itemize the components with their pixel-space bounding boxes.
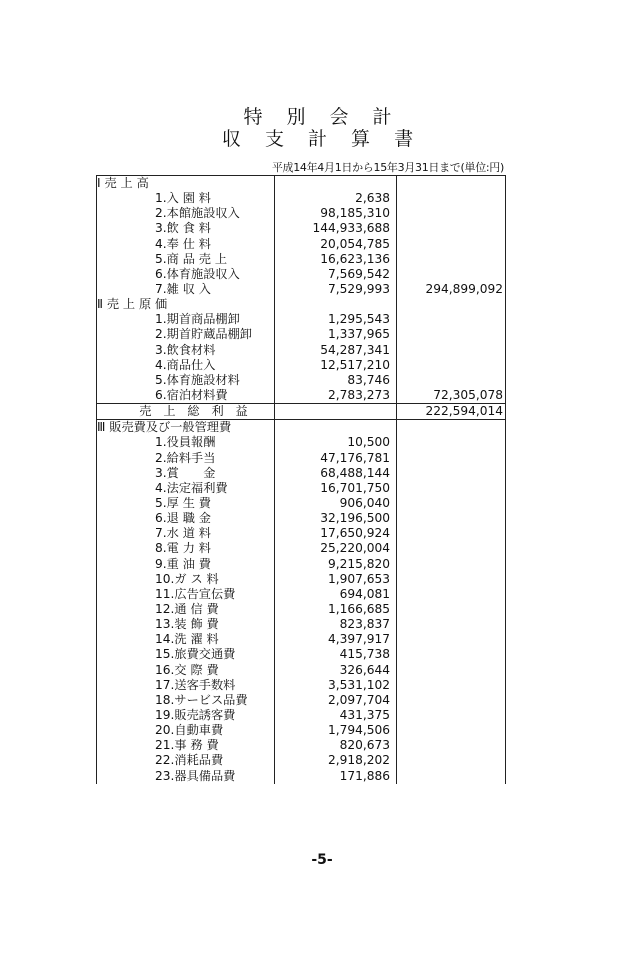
row-label: 21.事 務 費 [97, 738, 275, 753]
row-total [397, 176, 506, 192]
table-row [97, 738, 506, 753]
period-note: 平成14年4月1日から15年3月31日まで(単位:円) [271, 161, 504, 174]
row-total [397, 602, 506, 617]
table-row [97, 451, 506, 466]
row-amount: 820,673 [275, 738, 397, 753]
row-total [397, 723, 506, 738]
row-total [397, 738, 506, 753]
row-label: Ⅰ 売 上 高 [97, 176, 275, 192]
row-amount: 1,337,965 [275, 327, 397, 342]
row-amount [275, 176, 397, 192]
table-row [97, 252, 506, 267]
row-label: 6.宿泊材料費 [97, 388, 275, 404]
row-total [397, 572, 506, 587]
row-total [397, 327, 506, 342]
row-amount [275, 404, 397, 420]
table-row [97, 617, 506, 632]
row-label: 2.給料手当 [97, 451, 275, 466]
row-label: 4.商品仕入 [97, 358, 275, 373]
row-amount: 326,644 [275, 663, 397, 678]
table-row [97, 206, 506, 221]
row-total [397, 768, 506, 783]
table-row [97, 768, 506, 783]
row-amount: 2,638 [275, 191, 397, 206]
row-amount: 83,746 [275, 373, 397, 388]
table-row [97, 678, 506, 693]
row-label: 5.厚 生 費 [97, 496, 275, 511]
row-label: 19.販売誘客費 [97, 708, 275, 723]
row-amount: 17,650,924 [275, 526, 397, 541]
row-total [397, 358, 506, 373]
row-total [397, 297, 506, 312]
row-amount: 7,529,993 [275, 282, 397, 297]
row-amount: 4,397,917 [275, 632, 397, 647]
row-amount: 20,054,785 [275, 237, 397, 252]
row-amount: 1,166,685 [275, 602, 397, 617]
row-total [397, 708, 506, 723]
row-label: 16.交 際 費 [97, 663, 275, 678]
row-amount: 7,569,542 [275, 267, 397, 282]
statement-table [96, 175, 506, 784]
row-label: 9.重 油 費 [97, 557, 275, 572]
table-row [97, 388, 506, 404]
row-amount: 823,837 [275, 617, 397, 632]
table-row [97, 221, 506, 236]
row-label: 22.消耗品費 [97, 753, 275, 768]
row-total [397, 541, 506, 556]
section-row [97, 297, 506, 312]
table-row [97, 693, 506, 708]
row-amount: 25,220,004 [275, 541, 397, 556]
row-label: 12.通 信 費 [97, 602, 275, 617]
row-label: 7.雑 収 入 [97, 282, 275, 297]
row-total [397, 587, 506, 602]
row-amount: 2,783,273 [275, 388, 397, 404]
row-label: 8.電 力 料 [97, 541, 275, 556]
table-row [97, 572, 506, 587]
table-row [97, 753, 506, 768]
table-row [97, 191, 506, 206]
subtotal-row [97, 404, 506, 420]
row-amount: 1,295,543 [275, 312, 397, 327]
row-total [397, 420, 506, 436]
table-row [97, 237, 506, 252]
row-total [397, 753, 506, 768]
table-row [97, 663, 506, 678]
table-row [97, 511, 506, 526]
table-row [97, 435, 506, 450]
row-amount: 431,375 [275, 708, 397, 723]
row-total: 294,899,092 [397, 282, 506, 297]
row-total [397, 632, 506, 647]
row-total [397, 511, 506, 526]
table-row [97, 647, 506, 662]
row-total: 222,594,014 [397, 404, 506, 420]
section-row [97, 176, 506, 192]
table-row [97, 602, 506, 617]
row-amount: 3,531,102 [275, 678, 397, 693]
table-row [97, 327, 506, 342]
row-total [397, 373, 506, 388]
table-row [97, 708, 506, 723]
table-row [97, 632, 506, 647]
row-total [397, 647, 506, 662]
row-amount: 144,933,688 [275, 221, 397, 236]
row-total [397, 496, 506, 511]
row-label: 売 上 総 利 益 [97, 404, 275, 420]
row-amount: 32,196,500 [275, 511, 397, 526]
row-label: 18.サービス品費 [97, 693, 275, 708]
row-label: 17.送客手数料 [97, 678, 275, 693]
table-row [97, 496, 506, 511]
row-total [397, 435, 506, 450]
row-label: 1.役員報酬 [97, 435, 275, 450]
row-total [397, 237, 506, 252]
table-row [97, 587, 506, 602]
row-total [397, 693, 506, 708]
row-total [397, 221, 506, 236]
document-subtitle: 収 支 計 算 書 [221, 128, 423, 150]
row-total [397, 252, 506, 267]
row-label: 20.自動車費 [97, 723, 275, 738]
row-label: 6.退 職 金 [97, 511, 275, 526]
row-amount: 68,488,144 [275, 466, 397, 481]
row-label: 3.飲 食 料 [97, 221, 275, 236]
row-label: 1.期首商品棚卸 [97, 312, 275, 327]
row-amount: 906,040 [275, 496, 397, 511]
row-label: Ⅱ 売 上 原 価 [97, 297, 275, 312]
table-row [97, 267, 506, 282]
table-row [97, 541, 506, 556]
row-amount [275, 420, 397, 436]
row-label: 5.体育施設材料 [97, 373, 275, 388]
row-label: 5.商 品 売 上 [97, 252, 275, 267]
row-label: 15.旅費交通費 [97, 647, 275, 662]
row-amount: 16,623,136 [275, 252, 397, 267]
table-row [97, 282, 506, 297]
table-row [97, 466, 506, 481]
row-amount: 1,794,506 [275, 723, 397, 738]
row-label: 11.広告宣伝費 [97, 587, 275, 602]
row-amount: 171,886 [275, 768, 397, 783]
row-total [397, 466, 506, 481]
row-label: 13.装 飾 費 [97, 617, 275, 632]
section-row [97, 420, 506, 436]
row-total [397, 312, 506, 327]
row-total [397, 663, 506, 678]
row-label: 2.期首貯蔵品棚卸 [97, 327, 275, 342]
row-total [397, 481, 506, 496]
row-label: 6.体育施設収入 [97, 267, 275, 282]
row-amount: 9,215,820 [275, 557, 397, 572]
row-amount: 54,287,341 [275, 343, 397, 358]
row-label: 3.賞 金 [97, 466, 275, 481]
table-row [97, 557, 506, 572]
row-total [397, 526, 506, 541]
row-total [397, 191, 506, 206]
row-total [397, 678, 506, 693]
row-amount: 694,081 [275, 587, 397, 602]
row-amount: 415,738 [275, 647, 397, 662]
row-amount: 1,907,653 [275, 572, 397, 587]
row-total [397, 206, 506, 221]
row-label: 7.水 道 料 [97, 526, 275, 541]
table-row [97, 358, 506, 373]
row-amount: 10,500 [275, 435, 397, 450]
row-amount: 12,517,210 [275, 358, 397, 373]
row-amount: 98,185,310 [275, 206, 397, 221]
document-title: 特 別 会 計 [243, 106, 401, 128]
table-row [97, 526, 506, 541]
row-total [397, 267, 506, 282]
row-amount: 16,701,750 [275, 481, 397, 496]
row-total [397, 557, 506, 572]
table-row [97, 481, 506, 496]
row-label: 23.器具備品費 [97, 768, 275, 783]
row-label: 4.法定福利費 [97, 481, 275, 496]
table-row [97, 312, 506, 327]
row-total [397, 451, 506, 466]
row-amount: 47,176,781 [275, 451, 397, 466]
row-amount [275, 297, 397, 312]
table-row [97, 373, 506, 388]
row-label: 4.奉 仕 料 [97, 237, 275, 252]
row-label: 1.入 園 料 [97, 191, 275, 206]
table-row [97, 343, 506, 358]
row-total [397, 343, 506, 358]
page-number: -5- [311, 852, 333, 868]
row-amount: 2,918,202 [275, 753, 397, 768]
row-label: 3.飲食材料 [97, 343, 275, 358]
row-total [397, 617, 506, 632]
table-row [97, 723, 506, 738]
row-total: 72,305,078 [397, 388, 506, 404]
row-label: 2.本館施設収入 [97, 206, 275, 221]
row-amount: 2,097,704 [275, 693, 397, 708]
row-label: 14.洗 濯 料 [97, 632, 275, 647]
row-label: 10.ガ ス 料 [97, 572, 275, 587]
row-label: Ⅲ 販売費及び一般管理費 [97, 420, 275, 436]
